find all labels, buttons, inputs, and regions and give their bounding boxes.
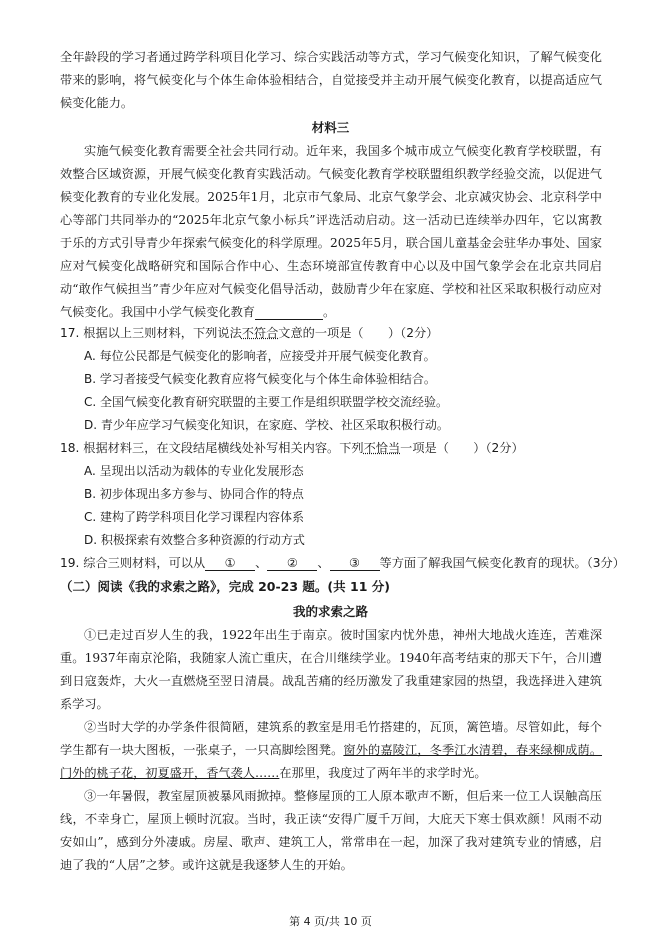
essay-p2-start: ②当时大学的办学条件很简陋，建筑系的教室是用毛竹搭建的，瓦顶，篱笆墙。尽管如此，每个学生都有一块大图板，一张桌子，一只高脚绘图凳。 — [60, 720, 602, 757]
q17-stem-start: 17. 根据以上三则材料，下列说法 — [60, 326, 242, 340]
q19-stem-end: 等方面了解我国气候变化教育的现状。（3分） — [379, 556, 625, 570]
q19-blank-1[interactable]: ① — [205, 556, 255, 571]
essay-title: 我的求索之路 — [292, 604, 368, 619]
section-2-heading: （二）阅读《我的求索之路》，完成 20-23 题。(共 11 分) — [60, 579, 390, 594]
essay-p2-end: 在那里，我度过了两年半的求学时光。 — [279, 766, 487, 780]
q18-stem-start: 18. 根据材料三，在文段结尾横线处补写相关内容。下列 — [60, 441, 364, 455]
essay-paragraph-3: ③一年暑假，教室屋顶被暴风雨掀掉。整修屋顶的工人原本歌声不断，但后来一位工人误触高压线，不幸身亡，屋顶上顿时沉寂。当时，我正读“安得广厦千万间，大庇天下寒士俱欢颜！风雨不动安如山”，感到分外凄戚。房屋、歌声、建筑工人，常常串在一起，加深了我对建筑专业的情感，启迪了我的“人居”之梦。或许这就是我逐梦人生的开始。 — [60, 789, 602, 872]
question-17-stem — [60, 322, 610, 345]
q17-option-d[interactable]: D. 青少年应学习气候变化知识，在家庭、学校、社区采取积极行动。 — [84, 418, 449, 432]
q17-option-c[interactable]: C. 全国气候变化教育研究联盟的主要工作是组织联盟学校交流经验。 — [84, 395, 449, 409]
essay-p2-underlined: 窗外的嘉陵江，冬季江水清碧，春来绿柳成荫。门外的桃子花，初夏盛开，香气袭人…… — [60, 743, 603, 780]
question-19-stem — [60, 552, 625, 575]
intro-tail-paragraph: 全年龄段的学习者通过跨学科项目化学习、综合实践活动等方式，学习气候变化知识，了解气候变化带来的影响，将气候变化与个体生命体验相结合，自觉接受并主动开展气候变化教育，以提高适应气候变化能力。 — [60, 50, 602, 110]
material3-answer-blank[interactable] — [255, 305, 323, 320]
q17-option-a[interactable]: A. 每位公民都是气候变化的影响者，应接受并开展气候变化教育。 — [84, 349, 436, 363]
essay-paragraph-2 — [60, 716, 602, 785]
q17-stem-end: 文意的一项是（ ）（2分） — [278, 326, 439, 340]
q18-option-d[interactable]: D. 积极探索有效整合多种资源的行动方式 — [84, 533, 305, 547]
material3-body: 实施气候变化教育需要全社会共同行动。近年来，我国多个城市成立气候变化教育学校联盟，有效整合区域资源，开展气候变化教育实践活动。气候变化教育学校联盟组织教学经验交流，以促进气候变化教育的专业化发展。2025年1月，北京市气象局、北京气象学会、北京减灾协会、北京科学中心等部门共同举办的“2025年北京气象小标兵”评选活动启动。这一活动已连续举办四年，它以寓教于乐的方式引导青少年探索气候变化的科学原理。2025年5月，联合国儿童基金会驻华办事处、国家应对气候变化战略研究和国际合作中心、生态环境部宣传教育中心以及中国气象学会在北京共同启动“敢作气候担当”青少年应对气候变化倡导活动，鼓励青少年在家庭、学校和社区采取积极行动应对气候变化。我国中小学气候变化教育 — [60, 144, 602, 319]
q19-blank-3[interactable]: ③ — [330, 556, 380, 571]
q19-blank-2[interactable]: ② — [267, 556, 317, 571]
page-footer: 第 4 页/共 10 页 — [289, 915, 372, 928]
q17-emphasis-mark: 不符合 — [241, 326, 279, 340]
q18-stem-end: 一项是（ ）（2分） — [400, 441, 524, 455]
q18-option-a[interactable]: A. 呈现出以活动为载体的专业化发展形态 — [84, 464, 304, 478]
question-18-stem — [60, 437, 610, 460]
essay-paragraph-1: ①已走过百岁人生的我，1922年出生于南京。彼时国家内忧外患，神州大地战火连连，苦难深重。1937年南京沦陷，我随家人流亡重庆，在合川继续学业。1940年高考结束的那天下午，合川遭到日寇轰炸，大火一直燃烧至翌日清晨。战乱苦痛的经历激发了我重建家园的热望，我选择进入建筑系学习。 — [60, 628, 602, 711]
q18-option-c[interactable]: C. 建构了跨学科项目化学习课程内容体系 — [84, 510, 305, 524]
q17-option-b[interactable]: B. 学习者接受气候变化教育应将气候变化与个体生命体验相结合。 — [84, 372, 436, 386]
material3-title: 材料三 — [311, 120, 350, 135]
q19-stem-start: 19. 综合三则材料，可以从 — [60, 556, 206, 570]
q18-emphasis-mark: 不恰当 — [363, 441, 401, 455]
material3-paragraph — [60, 140, 602, 324]
material3-body-end: 。 — [323, 305, 336, 319]
q19-separator-1: 、 — [255, 556, 268, 570]
q19-separator-2: 、 — [317, 556, 330, 570]
q18-option-b[interactable]: B. 初步体现出多方参与、协同合作的特点 — [84, 487, 304, 501]
